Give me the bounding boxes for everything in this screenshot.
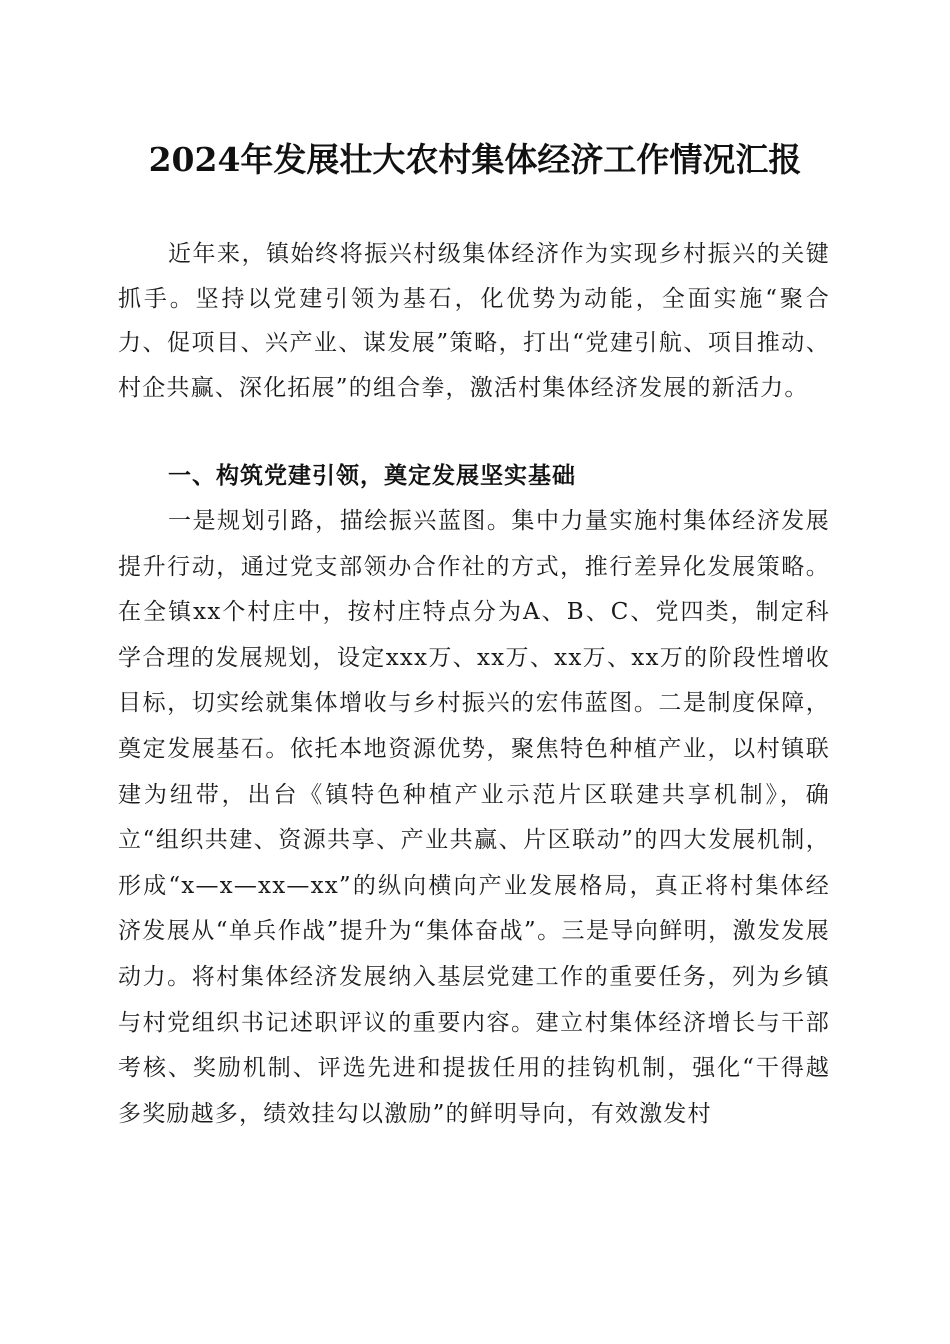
intro-paragraph: 近年来，镇始终将振兴村级集体经济作为实现乡村振兴的关键抓手。坚持以党建引领为基石，化优势为动能，全面实施“聚合力、促项目、兴产业、谋发展”策略，打出“党建引航、项目推动、村企共赢、深化拓展”的组合拳，激活村集体经济发展的新活力。 [118,241,830,401]
section-heading-1: 一、构筑党建引领，奠定发展坚实基础 [168,463,576,489]
document-title: 2024年发展壮大农村集体经济工作情况汇报 [148,140,802,179]
section-1-paragraph: 一是规划引路，描绘振兴蓝图。集中力量实施村集体经济发展提升行动，通过党支部领办合作社的方式，推行差异化发展策略。在全镇xx个村庄中，按村庄特点分为A、B、C、党四类，制定科学合理的发展规划，设定xxx万、xx万、xx万、xx万的阶段性增收目标，切实绘就集体增收与乡村振兴的宏伟蓝图。二是制度保障，奠定发展基石。依托本地资源优势，聚焦特色种植产业，以村镇联建为纽带，出台《镇特色种植产业示范片区联建共享机制》，确立“组织共建、资源共享、产业共赢、片区联动”的四大发展机制，形成“x—x—xx—xx”的纵向横向产业发展格局，真正将村集体经济发展从“单兵作战”提升为“集体奋战”。三是导向鲜明，激发发展动力。将村集体经济发展纳入基层党建工作的重要任务，列为乡镇与村党组织书记述职评议的重要内容。建立村集体经济增长与干部考核、奖励机制、评选先进和提拔任用的挂钩机制，强化“干得越多奖励越多，绩效挂勾以激励”的鲜明导向，有效激发村 [118,508,830,1127]
